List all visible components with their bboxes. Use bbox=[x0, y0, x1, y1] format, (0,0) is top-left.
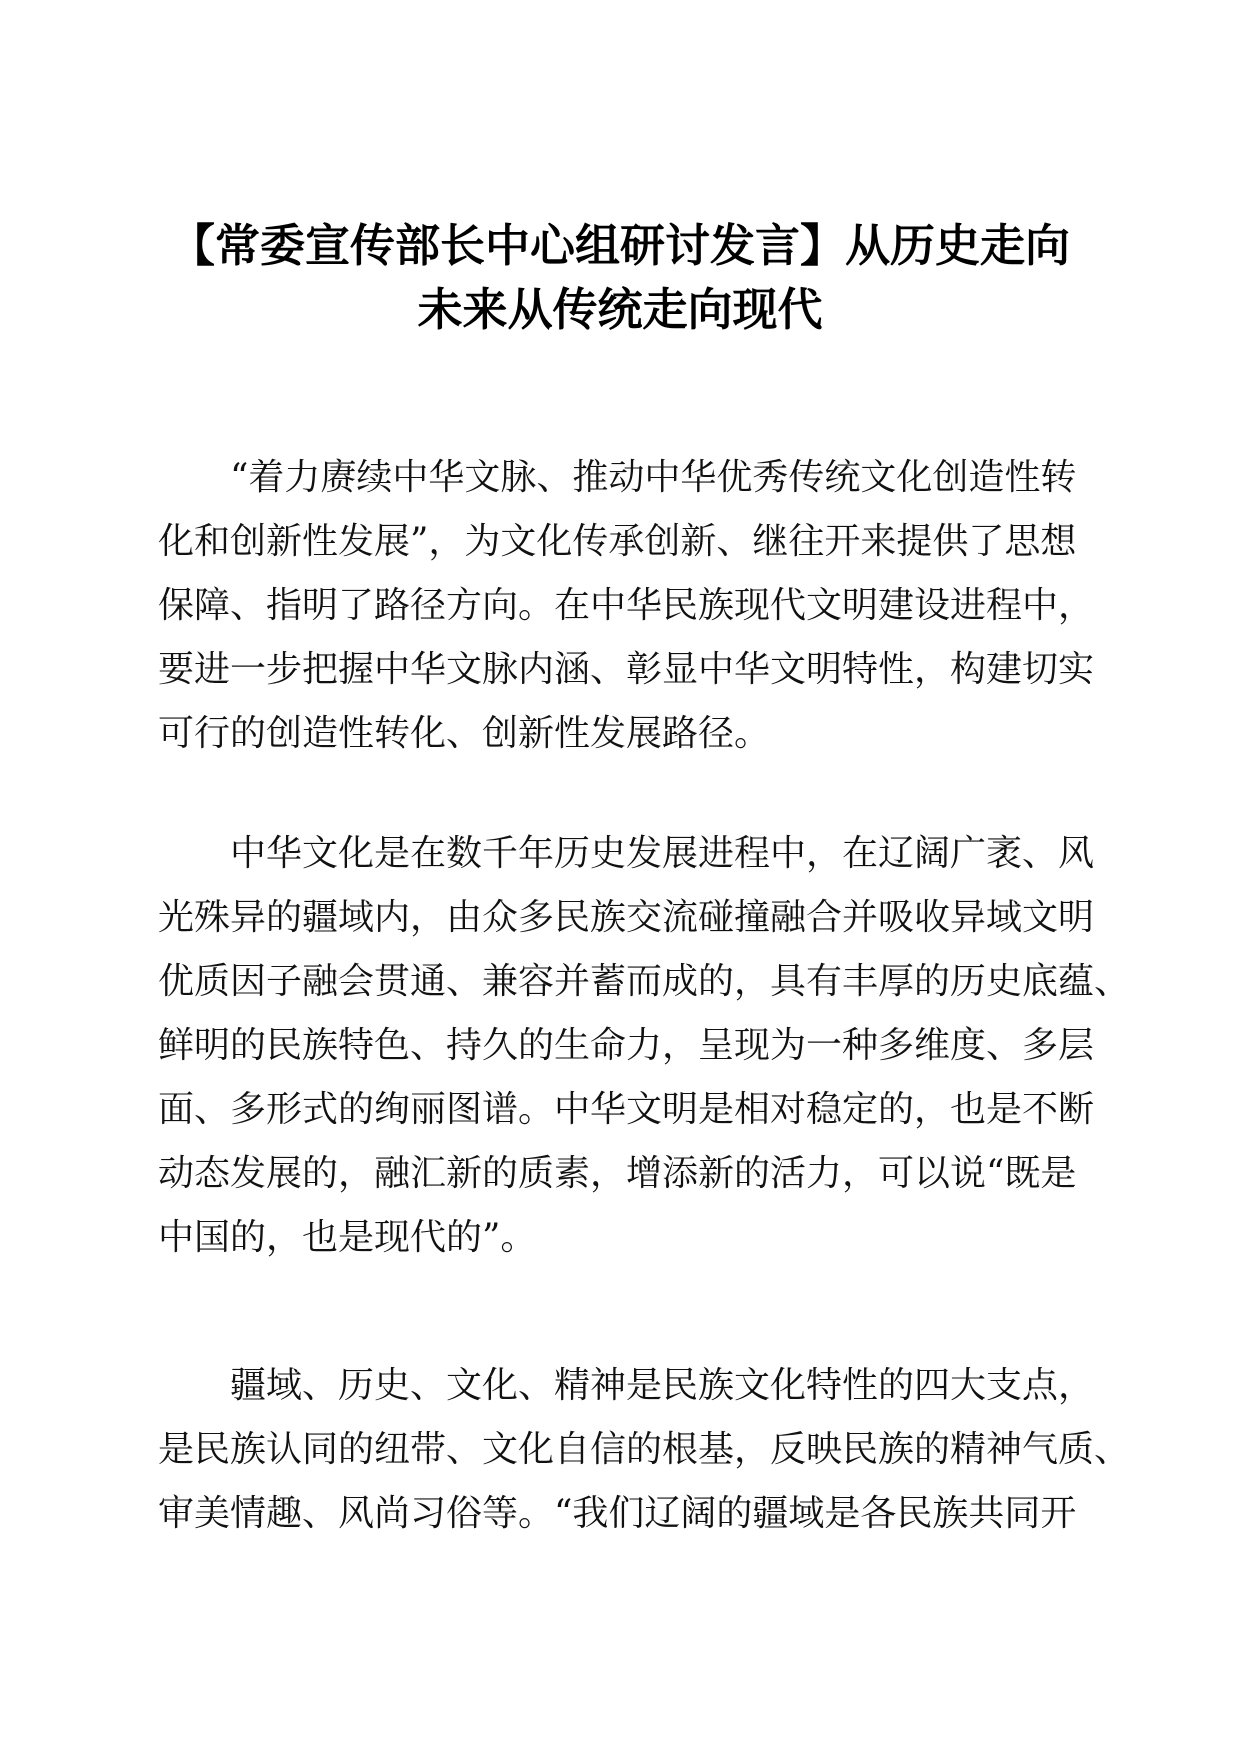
paragraph-line: “着力赓续中华文脉、推动中华优秀传统文化创造性转 bbox=[230, 457, 1077, 498]
paragraph-line: 可行的创造性转化、创新性发展路径。 bbox=[158, 713, 771, 754]
paragraph-line: 疆域、历史、文化、精神是民族文化特性的四大支点， bbox=[230, 1365, 1095, 1406]
title-line: 未来从传统走向现代 bbox=[417, 283, 823, 336]
paragraph-2 bbox=[158, 822, 1131, 1270]
paragraph-line: 面、多形式的绚丽图谱。中华文明是相对稳定的，也是不断 bbox=[158, 1089, 1095, 1130]
paragraph-line: 鲜明的民族特色、持久的生命力，呈现为一种多维度、多层 bbox=[158, 1025, 1095, 1066]
paragraph-line: 是民族认同的纽带、文化自信的根基，反映民族的精神气质、 bbox=[158, 1429, 1131, 1470]
paragraph-1 bbox=[158, 446, 1098, 766]
title-line: 【常委宣传部长中心组研讨发言】从历史走向 bbox=[169, 219, 1070, 272]
paragraph-line: 光殊异的疆域内，由众多民族交流碰撞融合并吸收异域文明 bbox=[158, 897, 1095, 938]
paragraph-3 bbox=[158, 1354, 1131, 1546]
paragraph-line: 中华文化是在数千年历史发展进程中，在辽阔广袤、风 bbox=[230, 833, 1095, 874]
paragraph-line: 保障、指明了路径方向。在中华民族现代文明建设进程中， bbox=[158, 585, 1095, 626]
document-title bbox=[130, 214, 1110, 342]
paragraph-line: 动态发展的，融汇新的质素，增添新的活力，可以说“既是 bbox=[158, 1153, 1077, 1194]
paragraph-line: 优质因子融会贯通、兼容并蓄而成的，具有丰厚的历史底蕴、 bbox=[158, 961, 1131, 1002]
paragraph-line: 要进一步把握中华文脉内涵、彰显中华文明特性，构建切实 bbox=[158, 649, 1095, 690]
paragraph-line: 审美情趣、风尚习俗等。“我们辽阔的疆域是各民族共同开 bbox=[158, 1493, 1077, 1534]
paragraph-line: 化和创新性发展”，为文化传承创新、继往开来提供了思想 bbox=[158, 521, 1077, 562]
paragraph-line: 中国的，也是现代的”。 bbox=[158, 1217, 537, 1258]
